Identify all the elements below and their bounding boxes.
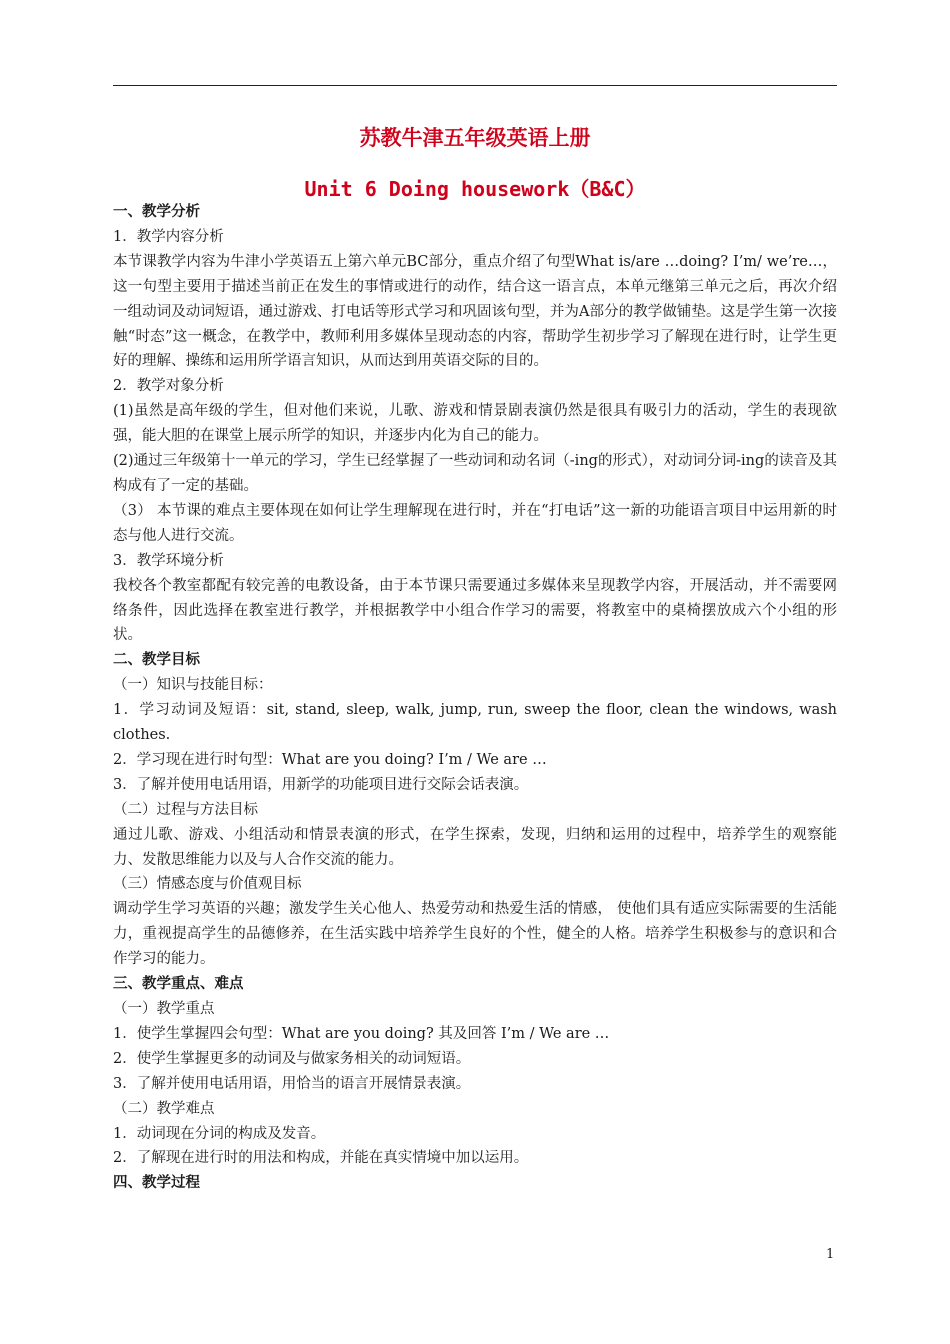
document-title: 苏教牛津五年级英语上册 bbox=[359, 126, 591, 150]
list-item: 3．了解并使用电话用语，用新学的功能项目进行交际会话表演。 bbox=[113, 776, 529, 793]
header-rule bbox=[113, 85, 837, 86]
subsection-heading: （三）情感态度与价值观目标 bbox=[113, 876, 302, 893]
subsection-heading: （二）过程与方法目标 bbox=[113, 801, 258, 818]
section-heading: 二、教学目标 bbox=[113, 652, 200, 669]
section-heading: 三、教学重点、难点 bbox=[113, 976, 244, 993]
paragraph: (1)虽然是高年级的学生，但对他们来说，儿歌、游戏和情景剧表演仍然是很具有吸引力的活动，学生的表现欲强，能大胆的在课堂上展示所学的知识，并逐步内化为自己的能力。 bbox=[113, 403, 837, 445]
page-number: 1 bbox=[826, 1247, 835, 1262]
paragraph: 通过儿歌、游戏、小组活动和情景表演的形式，在学生探索，发现，归纳和运用的过程中，培养学生的观察能力、发散思维能力以及与人合作交流的能力。 bbox=[113, 826, 837, 868]
paragraph: (2)通过三年级第十一单元的学习，学生已经掌握了一些动词和动名词（-ing的形式），对动词分词-ing的读音及其构成有了一定的基础。 bbox=[113, 453, 837, 494]
paragraph: 本节课教学内容为牛津小学英语五上第六单元BC部分，重点介绍了句型What is/are …doing? I’m/ we’re…，这一句型主要用于描述当前正在发生的事情或进行的动作，结合这一语言点，本单元继第三单元之后，再次介绍一组动词及动词短语，通过游戏、打电话等形式学习和巩固该句型，并为A部分的教学做铺垫。这是学生第一次接触“时态”这一概念，在教学中，教师利用多媒体呈现动态的内容，帮助学生初步学习了解现在进行时，让学生更好的理解、操练和运用所学语言知识，从而达到用英语交际的目的。 bbox=[113, 253, 837, 370]
subsection-heading: 1．教学内容分析 bbox=[113, 228, 224, 245]
section-heading: 一、教学分析 bbox=[113, 204, 200, 220]
subsection-heading: 2．教学对象分析 bbox=[113, 378, 224, 395]
list-item: 2．了解现在进行时的用法和构成，并能在真实情境中加以运用。 bbox=[113, 1150, 529, 1167]
list-item: 1．学习动词及短语：sit, stand, sleep, walk, jump, run, sweep the floor, clean the windows, wash clothes. bbox=[113, 702, 837, 744]
paragraph: （3） 本节课的难点主要体现在如何让学生理解现在进行时，并在“打电话”这一新的功能语言项目中运用新的时态与他人进行交流。 bbox=[113, 502, 837, 544]
subsection-heading: （一）教学重点 bbox=[113, 1001, 215, 1017]
paragraph: 我校各个教室都配有较完善的电教设备，由于本节课只需要通过多媒体来呈现教学内容，开展活动，并不需要网络条件，因此选择在教室进行教学，并根据教学中小组合作学习的需要，将教室中的桌椅摆放成六个小组的形状。 bbox=[113, 577, 837, 644]
subsection-heading: 3．教学环境分析 bbox=[113, 552, 224, 569]
list-item: 2．使学生掌握更多的动词及与做家务相关的动词短语。 bbox=[113, 1050, 471, 1067]
section-heading: 四、教学过程 bbox=[113, 1175, 200, 1192]
paragraph: 调动学生学习英语的兴趣；激发学生关心他人、热爱劳动和热爱生活的情感， 使他们具有适应实际需要的生活能力，重视提高学生的品德修养，在生活实践中培养学生良好的个性，健全的人格。培养学生积极参与的意识和合作学习的能力。 bbox=[113, 901, 837, 968]
document-body bbox=[113, 200, 837, 1196]
subsection-heading: （二）教学难点 bbox=[113, 1100, 215, 1117]
list-item: 1．使学生掌握四会句型：What are you doing? 其及回答 I’m / We are … bbox=[113, 1025, 610, 1042]
list-item: 1．动词现在分词的构成及发音。 bbox=[113, 1125, 326, 1142]
document-subtitle: Unit 6 Doing housework（B&C） bbox=[304, 177, 646, 201]
list-item: 2．学习现在进行时句型：What are you doing? I’m / We are … bbox=[113, 751, 547, 768]
list-item: 3．了解并使用电话用语，用恰当的语言开展情景表演。 bbox=[113, 1075, 471, 1092]
subsection-heading: （一）知识与技能目标： bbox=[113, 677, 273, 694]
